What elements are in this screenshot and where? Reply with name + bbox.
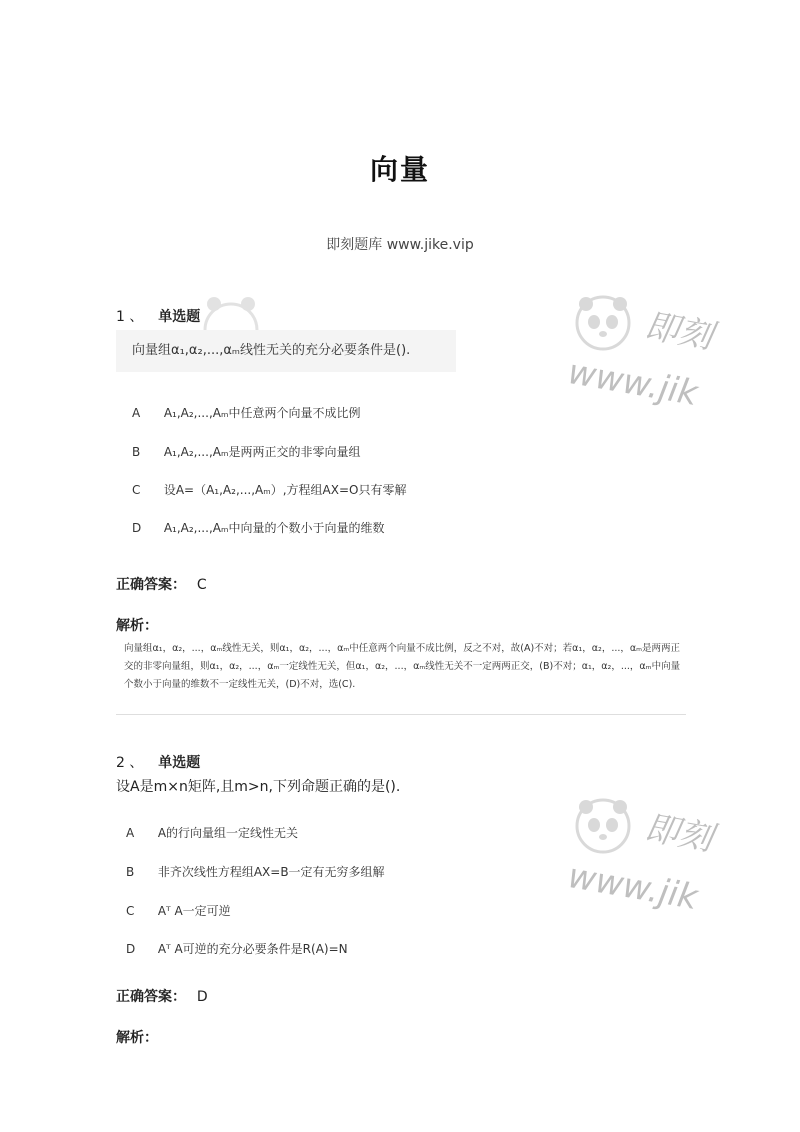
question-type: 单选题 <box>158 309 201 325</box>
document-subtitle: 即刻题库 www.jike.vip <box>326 237 474 253</box>
question-divider <box>116 714 686 715</box>
option-letter: D <box>132 521 142 535</box>
question-number: 2 、 <box>116 755 144 771</box>
option-letter: C <box>126 904 135 918</box>
watermark-brand-text: 即刻 <box>641 305 716 358</box>
option-text: A₁,A₂,...,Aₘ中任意两个向量不成比例 <box>163 406 361 420</box>
option-text: 非齐次线性方程组AX=B一定有无穷多组解 <box>157 865 385 879</box>
question-header <box>116 306 200 326</box>
option-text: A₁,A₂,...,Aₘ是两两正交的非零向量组 <box>163 445 361 459</box>
panda-logo-icon <box>200 292 262 332</box>
watermark-site-text: www.jik <box>565 856 701 919</box>
correct-answer <box>116 986 208 1006</box>
question-number: 1 、 <box>116 309 144 325</box>
question-stem: 设A是m×n矩阵,且m>n,下列命题正确的是(). <box>116 779 401 795</box>
watermark-brand-text: 即刻 <box>641 807 716 860</box>
watermark-site-text: www.jik <box>565 352 701 415</box>
analysis-label: 解析： <box>116 1030 158 1046</box>
question-type: 单选题 <box>158 755 201 771</box>
option-text: Aᵀ A一定可逆 <box>157 904 231 918</box>
analysis-text: 向量组α₁，α₂，...，αₘ线性无关，则α₁，α₂，...，αₘ中任意两个向量不成比例，反之不对，故(A)不对；若α₁，α₂，...，αₘ是两两正交的非零向量组，则α₁，α₂，...，αₘ一定线性无关，但α₁，α₂，...，αₘ线性无关不一定两两正交，(B)不对；α₁，α₂，...，αₘ中向量个数小于向量的维数不一定线性无关，(D)不对，选(C). <box>124 643 681 690</box>
watermark-top-right <box>572 292 634 358</box>
option-b[interactable] <box>132 443 360 460</box>
option-text: Aᵀ A可逆的充分必要条件是R(A)=N <box>157 942 348 956</box>
option-d[interactable] <box>126 940 348 957</box>
panda-logo-icon <box>572 795 634 857</box>
option-text: 设A=（A₁,A₂,...,Aₘ）,方程组AX=O只有零解 <box>163 483 407 497</box>
option-letter: C <box>132 483 141 497</box>
option-a[interactable] <box>126 824 298 841</box>
analysis-label: 解析： <box>116 618 158 634</box>
document-title: 向量 <box>369 153 430 186</box>
option-a[interactable] <box>132 404 360 421</box>
answer-label: 正确答案： <box>116 577 186 593</box>
answer-value: D <box>196 989 208 1005</box>
option-letter: A <box>132 406 141 420</box>
option-text: A₁,A₂,...,Aₘ中向量的个数小于向量的维数 <box>163 521 385 535</box>
option-letter: D <box>126 942 136 956</box>
option-d[interactable] <box>132 519 384 536</box>
answer-value: C <box>196 577 207 593</box>
option-text: A的行向量组一定线性无关 <box>157 826 299 840</box>
question-stem: 向量组α₁,α₂,...,αₘ线性无关的充分必要条件是(). <box>116 330 456 372</box>
option-c[interactable] <box>126 902 231 919</box>
answer-label: 正确答案： <box>116 989 186 1005</box>
option-b[interactable] <box>126 863 385 880</box>
option-letter: A <box>126 826 135 840</box>
watermark-middle-right <box>572 795 634 861</box>
correct-answer <box>116 574 207 594</box>
panda-logo-icon <box>572 292 634 354</box>
question-header <box>116 752 200 772</box>
option-c[interactable] <box>132 481 406 498</box>
option-letter: B <box>126 865 135 879</box>
option-letter: B <box>132 445 141 459</box>
